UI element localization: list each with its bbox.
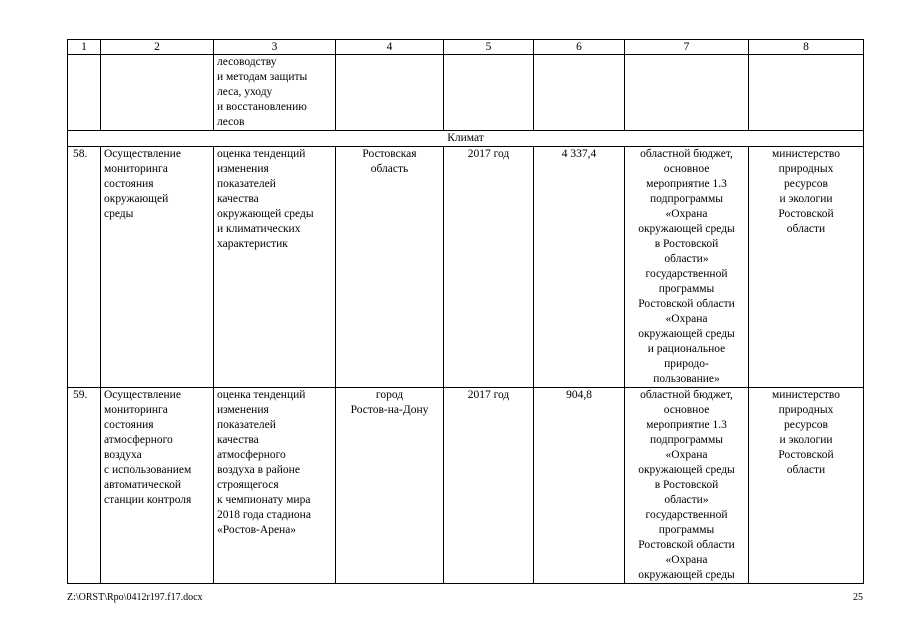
funding-source-cell: областной бюджет, основное мероприятие 1.3 подпрограммы «Охрана окружающей среды в Ростовской области» государственной программы Ростовской области «Охрана окружающей среды и рациональное природо- пользование» [625, 147, 749, 388]
activity-cell: Осуществление мониторинга состояния атмосферного воздуха с использованием автоматической станции контроля [101, 388, 214, 584]
col-header-5: 5 [444, 40, 534, 55]
page-number: 25 [853, 592, 863, 603]
funding-source-cell: областной бюджет, основное мероприятие 1.3 подпрограммы «Охрана окружающей среды в Ростовской области» государственной программы Ростовской области «Охрана окружающей среды [625, 388, 749, 584]
file-path: Z:\ORST\Rpo\0412r197.f17.docx [67, 592, 203, 603]
col-header-2: 2 [101, 40, 214, 55]
table-row [68, 147, 864, 388]
description-cell: оценка тенденций изменения показателей качества окружающей среды и климатических характеристик [214, 147, 336, 388]
col-header-1: 1 [68, 40, 101, 55]
activity-cell: Осуществление мониторинга состояния окружающей среды [101, 147, 214, 388]
amount-cell: 904,8 [534, 388, 625, 584]
amount-cell: 4 337,4 [534, 147, 625, 388]
col-header-7: 7 [625, 40, 749, 55]
section-title: Климат [68, 131, 864, 147]
row-number: 58. [68, 147, 101, 388]
location-cell: Ростовская область [336, 147, 444, 388]
description-cell: оценка тенденций изменения показателей качества атмосферного воздуха в районе строящегося к чемпионату мира 2018 года стадиона «Ростов-Арена» [214, 388, 336, 584]
col-header-8: 8 [749, 40, 864, 55]
page-footer [67, 592, 863, 603]
executor-cell: министерство природных ресурсов и экологии Ростовской области [749, 388, 864, 584]
table-row [68, 388, 864, 584]
year-cell: 2017 год [444, 147, 534, 388]
plan-table [67, 39, 864, 584]
column-number-row [68, 40, 864, 55]
year-cell: 2017 год [444, 388, 534, 584]
executor-cell: министерство природных ресурсов и экологии Ростовской области [749, 147, 864, 388]
row-number: 59. [68, 388, 101, 584]
location-cell: город Ростов-на-Дону [336, 388, 444, 584]
col-header-6: 6 [534, 40, 625, 55]
continuation-description: лесоводству и методам защиты леса, уходу и восстановлению лесов [214, 55, 336, 131]
document-page [67, 39, 863, 584]
section-row [68, 131, 864, 147]
col-header-4: 4 [336, 40, 444, 55]
col-header-3: 3 [214, 40, 336, 55]
continuation-row [68, 55, 864, 131]
